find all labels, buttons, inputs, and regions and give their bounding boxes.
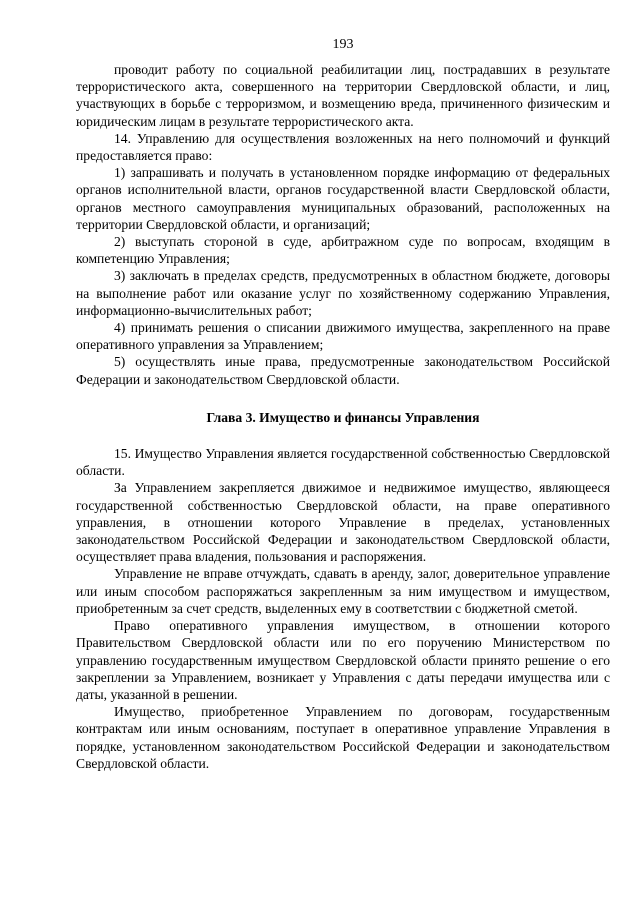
paragraph-disposal-restriction: Управление не вправе отчуждать, сдавать в аренду, залог, доверительное управление или иным способом распоряжаться закрепленным за ним имуществом и имуществом, приобретенным за счет средств, выделенных ему в соответствии с бюджетной сметой. bbox=[76, 566, 610, 616]
document-page bbox=[76, 36, 610, 772]
chapter-heading: Глава 3. Имущество и финансы Управления bbox=[206, 409, 480, 425]
paragraph-right-3-contracts: 3) заключать в пределах средств, предусмотренных в областном бюджете, договоры на выполнение работ или оказание услуг по хозяйственному содержанию Управления, информационно-вычислительных работ; bbox=[76, 268, 610, 318]
paragraph-item-15-property: 15. Имущество Управления является государственной собственностью Свердловской области. bbox=[76, 446, 610, 479]
paragraph-right-2-court: 2) выступать стороной в суде, арбитражном суде по вопросам, входящим в компетенцию Управления; bbox=[76, 234, 610, 267]
paragraph-right-4-write-off: 4) принимать решения о списании движимого имущества, закрепленного на праве оперативного управления за Управлением; bbox=[76, 320, 610, 353]
page-number: 193 bbox=[332, 37, 354, 52]
section-before-heading bbox=[76, 61, 610, 388]
paragraph-operational-management-right: Право оперативного управления имуществом, в отношении которого Правительством Свердловской области или по его поручению Министерством по управлению государственным имуществом Свердловской области принято решение о его закреплении за Управлением, возникает у Управления с даты передачи имущества или с даты, указанной в решении. bbox=[76, 618, 610, 702]
paragraph-social-rehabilitation: проводит работу по социальной реабилитации лиц, пострадавших в результате террористического акта, совершенного на территории Свердловской области, и лиц, участвующих в борьбе с терроризмом, и возмещению вреда, причиненного физическим и юридическим лицам в результате террористического акта. bbox=[76, 62, 610, 129]
paragraph-right-5-other: 5) осуществлять иные права, предусмотренные законодательством Российской Федерации и законодательством Свердловской области. bbox=[76, 354, 610, 387]
paragraph-right-1-request-info: 1) запрашивать и получать в установленном порядке информацию от федеральных органов исполнительной власти, органов государственной власти Свердловской области, органов местного самоуправления муниципальных образований, расположенных на территории Свердловской области, и организаций; bbox=[76, 165, 610, 232]
paragraph-acquired-property: Имущество, приобретенное Управлением по договорам, государственным контрактам или иным основаниям, поступает в оперативное управление Управления в порядке, установленном законодательством Российской Федерации и законодательством Свердловской области. bbox=[76, 704, 610, 771]
section-after-heading bbox=[76, 445, 610, 772]
paragraph-assigned-property: За Управлением закрепляется движимое и недвижимое имущество, являющееся государственной собственностью Свердловской области, на праве оперативного управления, в отношении которого Управление в пределах, установленных законодательством Российской Федерации и законодательством Свердловской области, осуществляет права владения, пользования и распоряжения. bbox=[76, 480, 610, 565]
paragraph-item-14-rights: 14. Управлению для осуществления возложенных на него полномочий и функций предоставляется право: bbox=[76, 130, 610, 164]
